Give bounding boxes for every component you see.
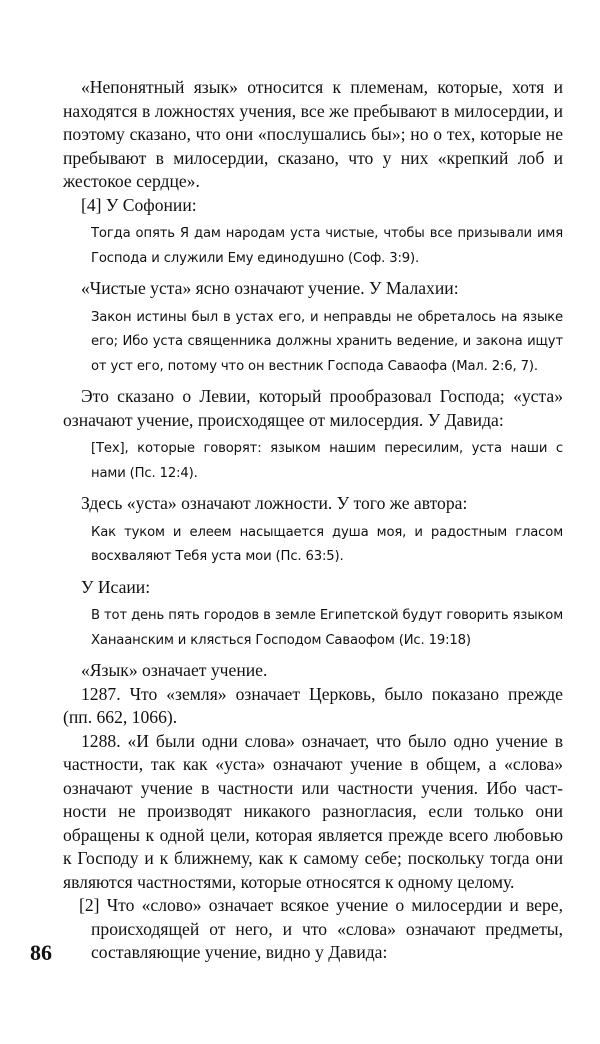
paragraph-1: «Непонятный язык» относится к племенам, которые, хотя и находятся в ложностях учения, все же пребывают в милосердии, и поэтому сказано, что они «послушались бы»; но о тех, которые не пребывают в милосердии, сказано, что у них «крепкий лоб и жестокое сердце». [63,77,563,191]
quote-1: Тогда опять Я дам народам уста чистые, чтобы все призывали имя Господа и служили Ему единодушно (Соф. 3:9). [91,226,563,266]
paragraph-2: [4] У Софонии: [81,194,197,215]
quote-2: Закон истины был в устах его, и неправды не обреталось на языке его; Ибо уста священника должны хранить ведение, и закона ищут от уст его, потому что он вестник Господа Саваофа (Мал. 2:6, 7). [91,309,563,374]
quote-4: Как туком и елеем насыщается душа моя, и радостным гласом восхваляют Тебя уста мои (Пс. 63:5). [91,524,563,564]
quote-5: В тот день пять городов в земле Египетской будут говорить языком Ханаанским и клясться Господом Саваофом (Ис. 19:18) [91,608,563,648]
paragraph-7: «Язык» означает учение. [81,660,268,680]
page-body [63,76,563,965]
paragraph-5: Здесь «уста» означают ложности. У того же автора: [81,493,468,513]
quote-3: [Тех], которые говорят: языком нашим пересилим, уста наши с нами (Пс. 12:4). [91,441,563,481]
paragraph-9: 1288. «И были одни слова» означает, что было одно учение в частности, так как «уста» означают учение в общем, а «слова» означают учение в частности или частности учения. Ибо частности не производят никакого разногласия, если только они обращены к одной цели, которая является прежде всего любовью к Господу и к ближнему, как к самому себе; поскольку тогда они являются частностями, которые относятся к одному целому. [63,730,563,892]
paragraph-4: Это сказано о Левии, который прообразовал Господа; «уста» означают учение, происходящее от милосердия. У Давида: [63,386,563,430]
page-number: 86 [30,940,52,965]
paragraph-8: 1287. Что «земля» означает Церковь, было показано прежде (пп. 662, 1066). [63,683,563,727]
paragraph-6: У Исаии: [81,576,151,597]
paragraph-10: [2] Что «слово» означает всякое учение о милосердии и вере, происходящей от него, и что «слова» означают предметы, составляющие учение, видно у Давида: [79,895,563,962]
paragraph-3: «Чистые уста» ясно означают учение. У Малахии: [81,278,459,298]
